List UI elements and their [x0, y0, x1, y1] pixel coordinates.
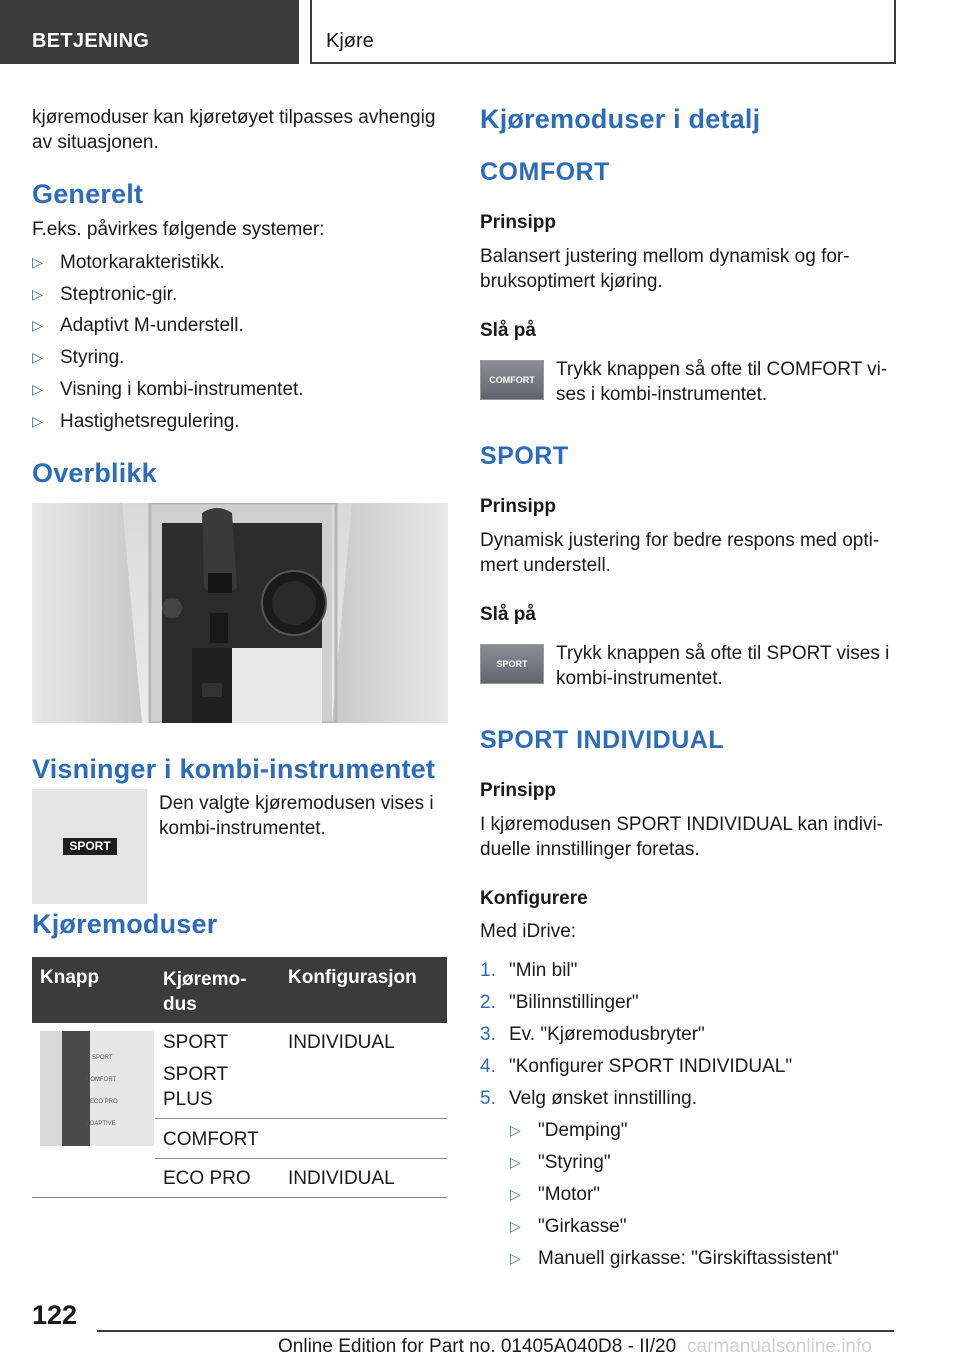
step-text: "Min bil" — [509, 960, 578, 981]
section-tab — [0, 0, 299, 64]
sport-button-image — [480, 644, 544, 684]
button-label: COMFORT — [86, 1077, 117, 1083]
general-heading: Generelt — [32, 179, 144, 209]
table-cell: INDIVIDUAL — [288, 1032, 395, 1053]
button-label: SPORT — [92, 1055, 113, 1061]
triangle-right-icon: ▷ — [32, 413, 43, 429]
button-label: SPORT — [496, 659, 528, 669]
triangle-right-icon: ▷ — [32, 286, 43, 302]
text-line: Dynamisk justering for bedre respons med opti- — [480, 530, 880, 551]
sport-individual-principle-label: Prinsipp — [480, 780, 557, 801]
sport-individual-principle — [480, 812, 900, 862]
table-bottom-border — [32, 1197, 447, 1198]
modes-table-header — [32, 957, 447, 1023]
chapter-title: Kjøre — [326, 30, 374, 52]
text-line: Trykk knappen så ofte til SPORT vises i — [556, 643, 890, 664]
comfort-on-label: Slå på — [480, 320, 536, 341]
general-lead: F.eks. påvirkes følgende systemer: — [32, 219, 325, 240]
triangle-right-icon: ▷ — [32, 381, 43, 397]
config-lead: Med iDrive: — [480, 921, 577, 942]
display-line: Den valgte kjøremodusen vises i — [159, 793, 434, 814]
column-header: Knapp — [40, 967, 100, 988]
text-line: bruksoptimert kjøring. — [480, 271, 663, 292]
row-divider — [155, 1118, 447, 1119]
triangle-right-icon: ▷ — [32, 317, 43, 333]
step-text: Velg ønsket innstilling. — [509, 1088, 697, 1109]
mode-buttons-image — [40, 1031, 154, 1146]
triangle-right-icon: ▷ — [510, 1218, 521, 1234]
table-cell: COMFORT — [163, 1129, 259, 1150]
column-header: Konfigurasjon — [288, 967, 417, 988]
comfort-button-image — [480, 360, 544, 400]
table-cell: ECO PRO — [163, 1168, 251, 1189]
triangle-right-icon: ▷ — [32, 254, 43, 270]
intro-text — [32, 105, 452, 155]
step-number: 4. — [480, 1056, 496, 1077]
triangle-right-icon: ▷ — [32, 349, 43, 365]
display-heading: Visninger i kombi-instrumentet — [32, 754, 436, 784]
modes-heading: Kjøremoduser — [32, 909, 218, 939]
comfort-on-text — [556, 357, 896, 407]
triangle-right-icon: ▷ — [510, 1122, 521, 1138]
triangle-right-icon: ▷ — [510, 1154, 521, 1170]
display-line: kombi-instrumentet. — [159, 818, 326, 839]
step-text: Ev. "Kjøremodusbryter" — [509, 1024, 705, 1045]
text-line: kombi-instrumentet. — [556, 668, 723, 689]
step-number: 2. — [480, 992, 496, 1013]
comfort-principle-label: Prinsipp — [480, 212, 557, 233]
step-text: "Bilinnstillinger" — [509, 992, 639, 1013]
config-label: Konfigurere — [480, 888, 588, 909]
triangle-right-icon: ▷ — [510, 1186, 521, 1202]
edition-text: Online Edition for Part no. 01405A040D8 - II/20 — [278, 1336, 677, 1357]
step-text: "Konfigurer SPORT INDIVIDUAL" — [509, 1056, 793, 1077]
display-text — [159, 791, 449, 841]
comfort-principle — [480, 244, 900, 294]
chapter-tab — [310, 0, 896, 64]
overview-heading: Overblikk — [32, 458, 157, 488]
sport-on-label: Slå på — [480, 604, 536, 625]
watermark: carmanualsonline.info — [687, 1336, 872, 1357]
button-label: ECO PRO — [90, 1099, 118, 1105]
text-line: duelle innstillinger foretas. — [480, 839, 700, 860]
footer-divider — [97, 1330, 894, 1332]
intro-line: kjøremoduser kan kjøretøyet tilpasses avhengig — [32, 107, 436, 128]
text-line: Trykk knappen så ofte til COMFORT vi- — [556, 359, 888, 380]
sport-principle — [480, 528, 900, 578]
page-number: 122 — [32, 1300, 78, 1330]
text-line: I kjøremodusen SPORT INDIVIDUAL kan indivi- — [480, 814, 884, 835]
center-console-image — [32, 503, 448, 723]
sport-title: SPORT — [480, 442, 569, 470]
text-line: ses i kombi-instrumentet. — [556, 384, 768, 405]
table-cell: INDIVIDUAL — [288, 1168, 395, 1189]
sport-individual-title: SPORT INDIVIDUAL — [480, 726, 725, 754]
sport-on-text — [556, 641, 896, 691]
text-line: mert understell. — [480, 555, 611, 576]
step-number: 3. — [480, 1024, 496, 1045]
section-title: BETJENING — [32, 30, 150, 52]
table-cell: SPORT PLUS — [163, 1064, 228, 1110]
column-header: Kjøremo- dus — [163, 969, 247, 1015]
cluster-display-image — [32, 789, 147, 904]
button-label: ADAPTIVE — [86, 1121, 116, 1127]
triangle-right-icon: ▷ — [510, 1250, 521, 1266]
row-divider — [155, 1158, 447, 1159]
button-label: COMFORT — [489, 375, 535, 385]
table-cell: SPORT — [163, 1032, 229, 1053]
sport-label-display: SPORT — [63, 838, 117, 855]
intro-line: av situasjonen. — [32, 132, 159, 153]
sport-principle-label: Prinsipp — [480, 496, 557, 517]
step-number: 5. — [480, 1088, 496, 1109]
text-line: Balansert justering mellom dynamisk og for- — [480, 246, 850, 267]
detail-heading: Kjøremoduser i detalj — [480, 104, 761, 134]
step-number: 1. — [480, 960, 496, 981]
comfort-title: COMFORT — [480, 158, 610, 186]
